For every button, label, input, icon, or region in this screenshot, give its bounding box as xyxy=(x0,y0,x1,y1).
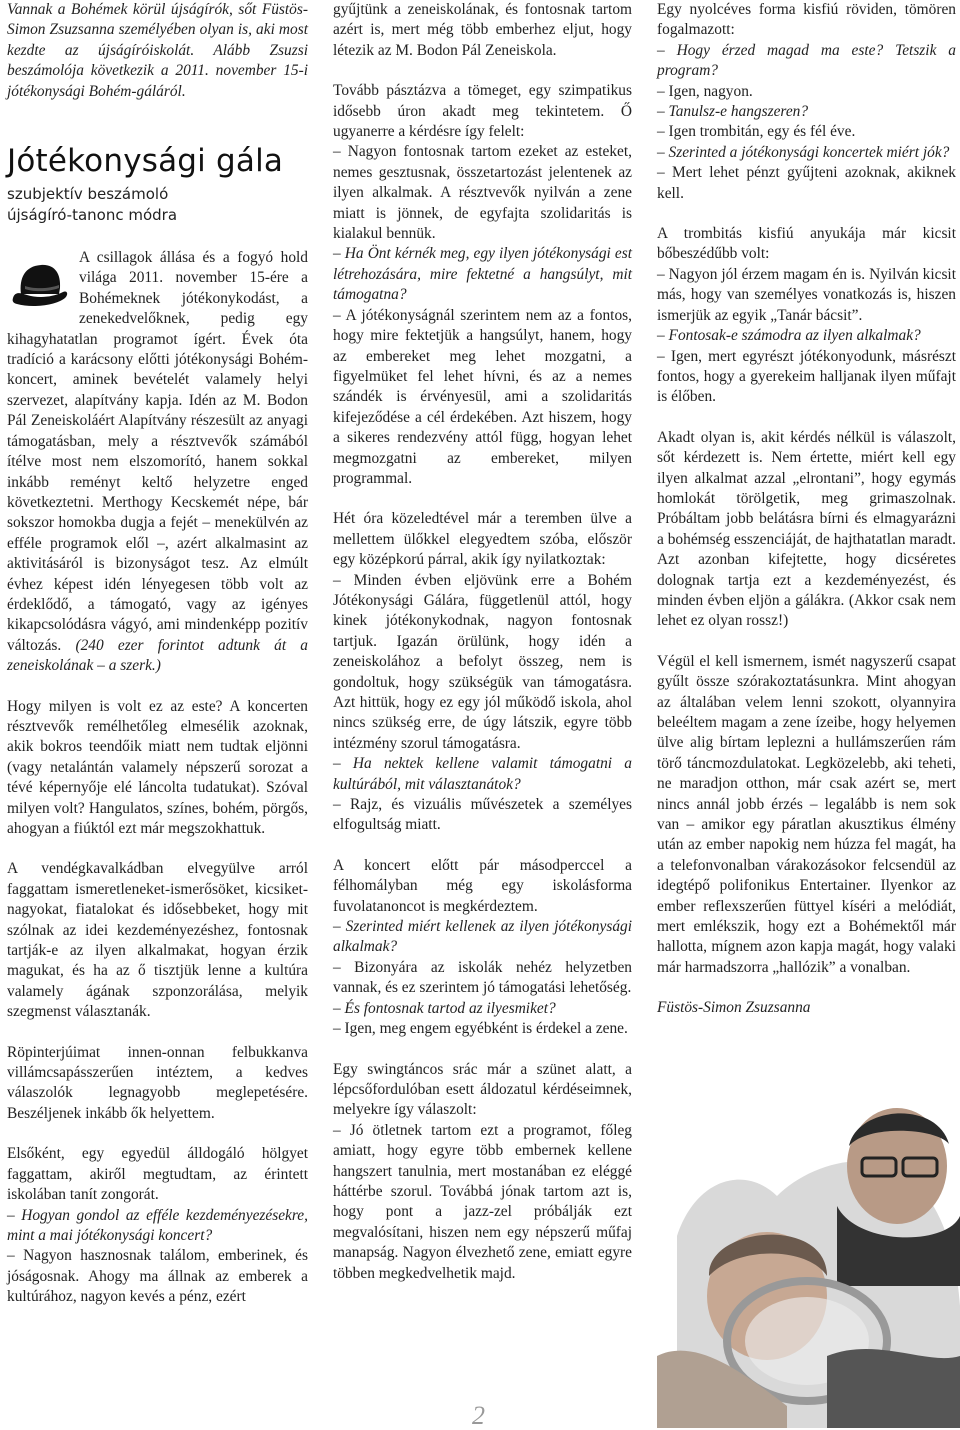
paragraph: Akadt olyan is, akit kérdés nélkül is válaszolt, sőt kérdezett is. Nem értette, miért kell egy ilyen alkalmat azzal „elrontani”, hogy egymás homlokát törölgetik, meg grimaszolnak. Próbáltam jobb belátásra bírni és elmagyarázni a bohémség esszenciáját, de hajthatatlan maradt. Azt azonban kifejtette, hogy dicséretes dolognak tartja ezt a kezdeményezést, és minden évben eljön a gálákra. (Akkor csak nem lehet ez olyan rossz!) xyxy=(657,428,956,630)
page-number: 2 xyxy=(472,1401,485,1430)
musician-photo xyxy=(657,1106,960,1428)
interview-answer: – Igen, nagyon. xyxy=(657,82,753,100)
interview-answer: – Mert lehet pénzt gyűjteni azoknak, akiknek kell. xyxy=(657,164,956,202)
paragraph: gyűjtünk a zeneiskolának, és fontosnak tartom azért is, mert még több emberhez eljut, hogy létezik az M. Bodon Pál Zeneiskola. xyxy=(333,1,632,59)
paragraph: Röpinterjúimat innen-onnan felbukkanva villámcsapásszerűen intéztem, a kedves válaszolók legnagyobb meglepetésére. Beszéljenek inkább ők helyettem. xyxy=(7,1043,308,1122)
paragraph: Elsőként, egy egyedül álldogáló hölgyet faggattam, akiről megtudtam, az érintett iskolában tanít zongorát. xyxy=(7,1145,308,1204)
interview-answer: – Igen, meg engem egyébként is érdekel a zene. xyxy=(333,1020,628,1038)
paragraph: Hét óra közeledtével már a teremben ülve a mellettem ülőkkel elegyedtem szóba, először egy középkorú párral, akik így nyilatkoztak: xyxy=(333,510,632,569)
column-1 xyxy=(7,0,308,1308)
paragraph: A vendégkavalkádban elvegyülve arról faggattam ismeretleneket-ismerősöket, kicsiket-nagyokat, fiatalokat és idősebbeket, hogy mit szólnak az idei kezdeményezéshez, fontosnak tartják-e az ilyen alkalmakat, hogyan érzik magukat, és ha az ő tisztjük lenne a kultúra valamely ágának szponzorálása, melyik szegmenst választanák. xyxy=(7,860,308,1021)
interview-question: – Hogy érzed magad ma este? Tetszik a program? xyxy=(657,41,956,80)
paragraph: Tovább pásztázva a tömeget, egy szimpatikus idősebb úron akadt meg tekintetem. Ő ugyanerre a kérdésre így felelt: xyxy=(333,82,632,141)
interview-answer: – Igen, mert egyrészt jótékonyodunk, másrészt fontos, hogy a gyerekeim halljanak ilyen műfajt is élőben. xyxy=(657,347,956,406)
column-3 xyxy=(657,0,956,1019)
paragraph: Egy swingtáncos srác már a szünet alatt, a lépcsőfordulóban esett áldozatul kérdéseimnek, melyekre így válaszolt: xyxy=(333,1060,632,1119)
paragraph: A csillagok állása és a fogyó hold világa 2011. november 15-ére a Bohémeknek jótékonykodást, a zenekedvelőknek, pedig egy kihagyhatatlan programot ígért. Évek óta tradíció a karácsony előtti jótékonysági Bohém-koncert, aminek bevételét valamely helyi szervezet, alapítvány kapja. Idén az M. Bodon Pál Zeneiskoláért Alapítvány részesült az anyagi támogatásban, mely a résztvevők számából ítélve most nem elszomorító, hanem sokkal inkább reményt keltő helyzetre enged következtetni. Merthogy Kecskemét népe, bár sokszor homokba dugja a fejét – menekülvén az efféle programok elől –, azért alkalmasint az aktivitásáról is bizonyságot tesz. Az elmúlt évhez képest idén lényegesen több volt az érdeklődő, a támogató, vagy az igényes kikapcsolódásra vágyó, ami mindenképp pozitív változás. (240 ezer forintot adtunk át a zeneiskolának – a szerk.) xyxy=(7,249,308,675)
author-signature: Füstös-Simon Zsuzsanna xyxy=(657,999,811,1017)
interview-answer: – Nagyon fontosnak tartom ezeket az esteket, nemes gesztusnak, összetartozást jelentenek az ilyen alkalmak. A résztvevők nyilván a zene miatt is jönnek, de egyfajta szolidaritás is kialakul bennük. xyxy=(333,143,632,243)
article-subtitle-2: újságíró-tanonc módra xyxy=(7,206,178,225)
interview-answer: – Rajz, és vizuális művészetek a személyes elfogultság miatt. xyxy=(333,796,632,834)
paragraph: Végül el kell ismernem, ismét nagyszerű csapat gyűlt össze szórakoztatásunkra. Mint ahogyan az általában velem lenni szokott, olyannyira beleéltem magam a zene ízeibe, hogy helyemen ülve alig bírtam leplezni a hullámszerűen rám törő táncmozdulatokat. Legközelebb, aki teheti, ne maradjon otthon, már csak azért se, mert nincs annál jobb érzés – legalább is nem sok van – amikor egy páratlan akusztikus élmény után az ember napokig nem húzza fel magát, ha a telefonvonalban várakozásokor felcsendül az idegtépő polifonikus Entertainer. Ilyenkor az ember reflexszerűen füttyel kíséri a melódiát, mert emlékszik, hogy ezt a Bohémektől már hallotta, mígnem azon kapja magát, hogy valaki már harmadszorra „hallózik” a vonalban. xyxy=(657,652,956,976)
paragraph: A koncert előtt pár másodperccel a félhomályban még egy iskolásforma fuvolatanoncot is megkérdeztem. xyxy=(333,856,632,915)
interview-question: – Fontosak-e számodra az ilyen alkalmak? xyxy=(657,327,921,345)
interview-question: – Hogyan gondol az efféle kezdeményezésekre, mint a mai jótékonysági koncert? xyxy=(7,1206,308,1244)
interview-answer: – Nagyon jól érzem magam én is. Nyilván kicsit más, hogy van személyes vonatkozás is, hiszen ismerjük az egyik „Tanár bácsit”. xyxy=(657,265,956,324)
bowler-hat-icon xyxy=(11,258,69,310)
interview-question: – Ha nektek kellene valamit támogatni a kultúrából, mit választanátok? xyxy=(333,755,632,793)
paragraph: Egy nyolcéves forma kisfiú röviden, tömören fogalmazott: xyxy=(657,1,956,39)
interview-answer: – Minden évben eljövünk erre a Bohém Jótékonysági Gálára, függetlenül attól, hogy kinek jótékonykodnak, nagyon fontosnak tartjuk. Igazán örülünk, hogy idén a zeneiskolához a befolyt összeg, nem is gondoltuk, hogy szükségük van támogatásra. Azt hittük, hogy ez egy jól működő iskola, ahol nincs szükség erre, de úgy látszik, egyre több intézmény szorul támogatásra. xyxy=(333,571,632,752)
interview-question: – Szerinted miért kellenek az ilyen jótékonysági alkalmak? xyxy=(333,918,632,956)
interview-question: – Tanulsz-e hangszeren? xyxy=(657,103,809,121)
interview-question: – Szerinted a jótékonysági koncertek miért jók? xyxy=(657,143,950,161)
interview-answer: – Igen trombitán, egy és fél éve. xyxy=(657,123,856,141)
paragraph: Hogy milyen is volt ez az este? A koncerten résztvevők remélhetőleg elmesélik azoknak, akik bokros teendőik miatt nem tudtak eljönni (vagy netalántán valamely népszerű sorozat a tévé képernyője elé láncolta tudatukat). Szóval milyen volt? Hangulatos, színes, bohém, pörgős, ahogyan a fiúktól ezt már megszokhattuk. xyxy=(7,697,308,837)
article-title: Jótékonysági gála xyxy=(7,143,284,180)
interview-question: – És fontosnak tartod az ilyesmiket? xyxy=(333,999,556,1017)
interview-question: – Ha Önt kérnék meg, egy ilyen jótékonysági est létrehozására, mire fektetné a hangsúlyt, mit támogatna? xyxy=(333,245,632,304)
column-2 xyxy=(333,0,632,1284)
interview-answer: – Nagyon hasznosnak találom, emberinek, és jóságosnak. Ahogy ma állnak az emberek a kultúrához, nagyon kevés a pénz, ezért xyxy=(7,1247,308,1306)
interview-answer: – Bizonyára az iskolák nehéz helyzetben vannak, és ez szerintem jó támogatási lehetőség. xyxy=(333,958,632,997)
interview-answer: – A jótékonyságnál szerintem nem az a fontos, hogy mire fektetjük a hangsúlyt, hanem, hogy az embereket meg lehet mozgatni, a figyelmüket fel lehet hívni, és az a nemes szándék is érvényesül, ami a szolidaritás kifejeződése a cél érdekében. Azt hiszem, hogy a sikeres rendezvény attól függ, hogyan lehet megmozgatni az embereket, milyen programmal. xyxy=(333,306,632,487)
interview-answer: – Jó ötletnek tartom ezt a programot, főleg amiatt, hogy egyre több embernek kellene hangszert tanulnia, mert mostanában ez eléggé háttérbe szorul. Továbbá jónak tartom azt is, hogy pont a jazz-zel próbálják ezt megvalósítani, hiszen nem egy népszerű műfaj manapság. Nagyon élvezhető zene, emiatt egyre többen megkedvelhetik majd. xyxy=(333,1121,632,1282)
paragraph: A trombitás kisfiú anyukája már kicsit bőbeszédűbb volt: xyxy=(657,225,956,263)
article-subtitle-1: szubjektív beszámoló xyxy=(7,185,169,204)
intro-lead: Vannak a Bohémek körül újságírók, sőt Füstös-Simon Zsuzsanna személyében olyan is, aki most kezdte az újságíróiskolát. Alább Zsuzsi beszámolója következik a 2011. november 15-i jótékonysági Bohém-gáláról. xyxy=(7,1,308,100)
